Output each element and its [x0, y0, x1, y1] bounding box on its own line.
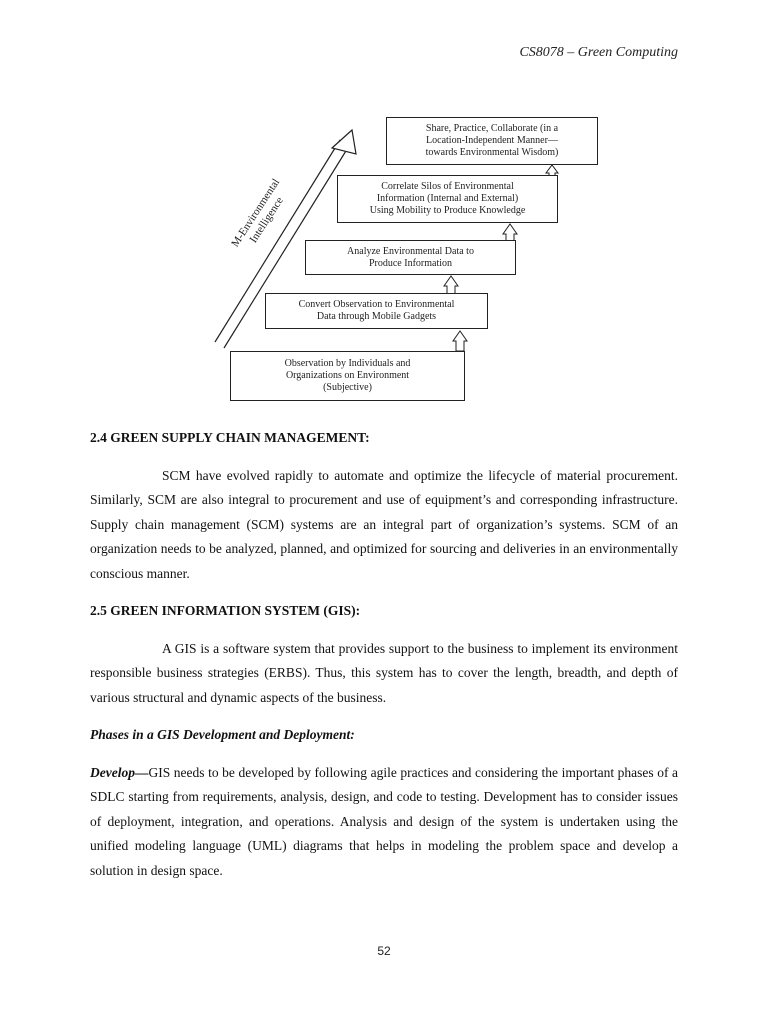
step-convert-observation: Convert Observation to Environmental Data through Mobile Gadgets — [265, 293, 488, 329]
gis-heading: 2.5 GREEN INFORMATION SYSTEM (GIS): — [90, 603, 361, 618]
scm-paragraph: SCM have evolved rapidly to automate and optimize the lifecycle of material procurement. Similarly, SCM are also integral to procurement and use of equipment’s and corresponding infrastructure. Supply chain management (SCM) systems are an integral part of organization’s systems. SCM of an organization needs to be analyzed, planned, and optimized for sourcing and deliveries in an environmentally conscious manner. — [90, 467, 678, 581]
gis-section — [90, 599, 678, 710]
phases-section — [90, 723, 678, 883]
develop-text: GIS needs to be developed by following agile practices and considering the important phases of a SDLC starting from requirements, analysis, design, and code to testing. Development has to consider issues of deployment, integration, and operations. Analysis and design of the system is undertaken using the unified modeling language (UML) diagrams that helps in modeling the problem space and develop a solution in design space. — [90, 764, 678, 878]
step-correlate-silos: Correlate Silos of Environmental Information (Internal and External) Using Mobility to Produce Knowledge — [337, 175, 558, 223]
phases-heading: Phases in a GIS Development and Deployment: — [90, 727, 355, 742]
scm-section — [90, 426, 678, 586]
step-observation: Observation by Individuals and Organizations on Environment (Subjective) — [230, 351, 465, 401]
step-analyze-data: Analyze Environmental Data to Produce Information — [305, 240, 516, 275]
scm-heading: 2.4 GREEN SUPPLY CHAIN MANAGEMENT: — [90, 430, 370, 445]
develop-term: Develop— — [90, 764, 149, 780]
environmental-intelligence-diagram — [210, 110, 610, 405]
page-number: 52 — [377, 944, 391, 958]
step-share-collaborate: Share, Practice, Collaborate (in a Location-Independent Manner— towards Environmental Wisdom) — [386, 117, 598, 165]
arrow-label: M-Environmental Intelligence — [229, 176, 286, 250]
develop-paragraph — [90, 761, 678, 884]
running-header: CS8078 – Green Computing — [519, 45, 678, 60]
gis-paragraph: A GIS is a software system that provides support to the business to implement its environment responsible business strategies (ERBS). Thus, this system has to cover the length, breadth, and depth of various structural and dynamic aspects of the business. — [90, 640, 678, 705]
